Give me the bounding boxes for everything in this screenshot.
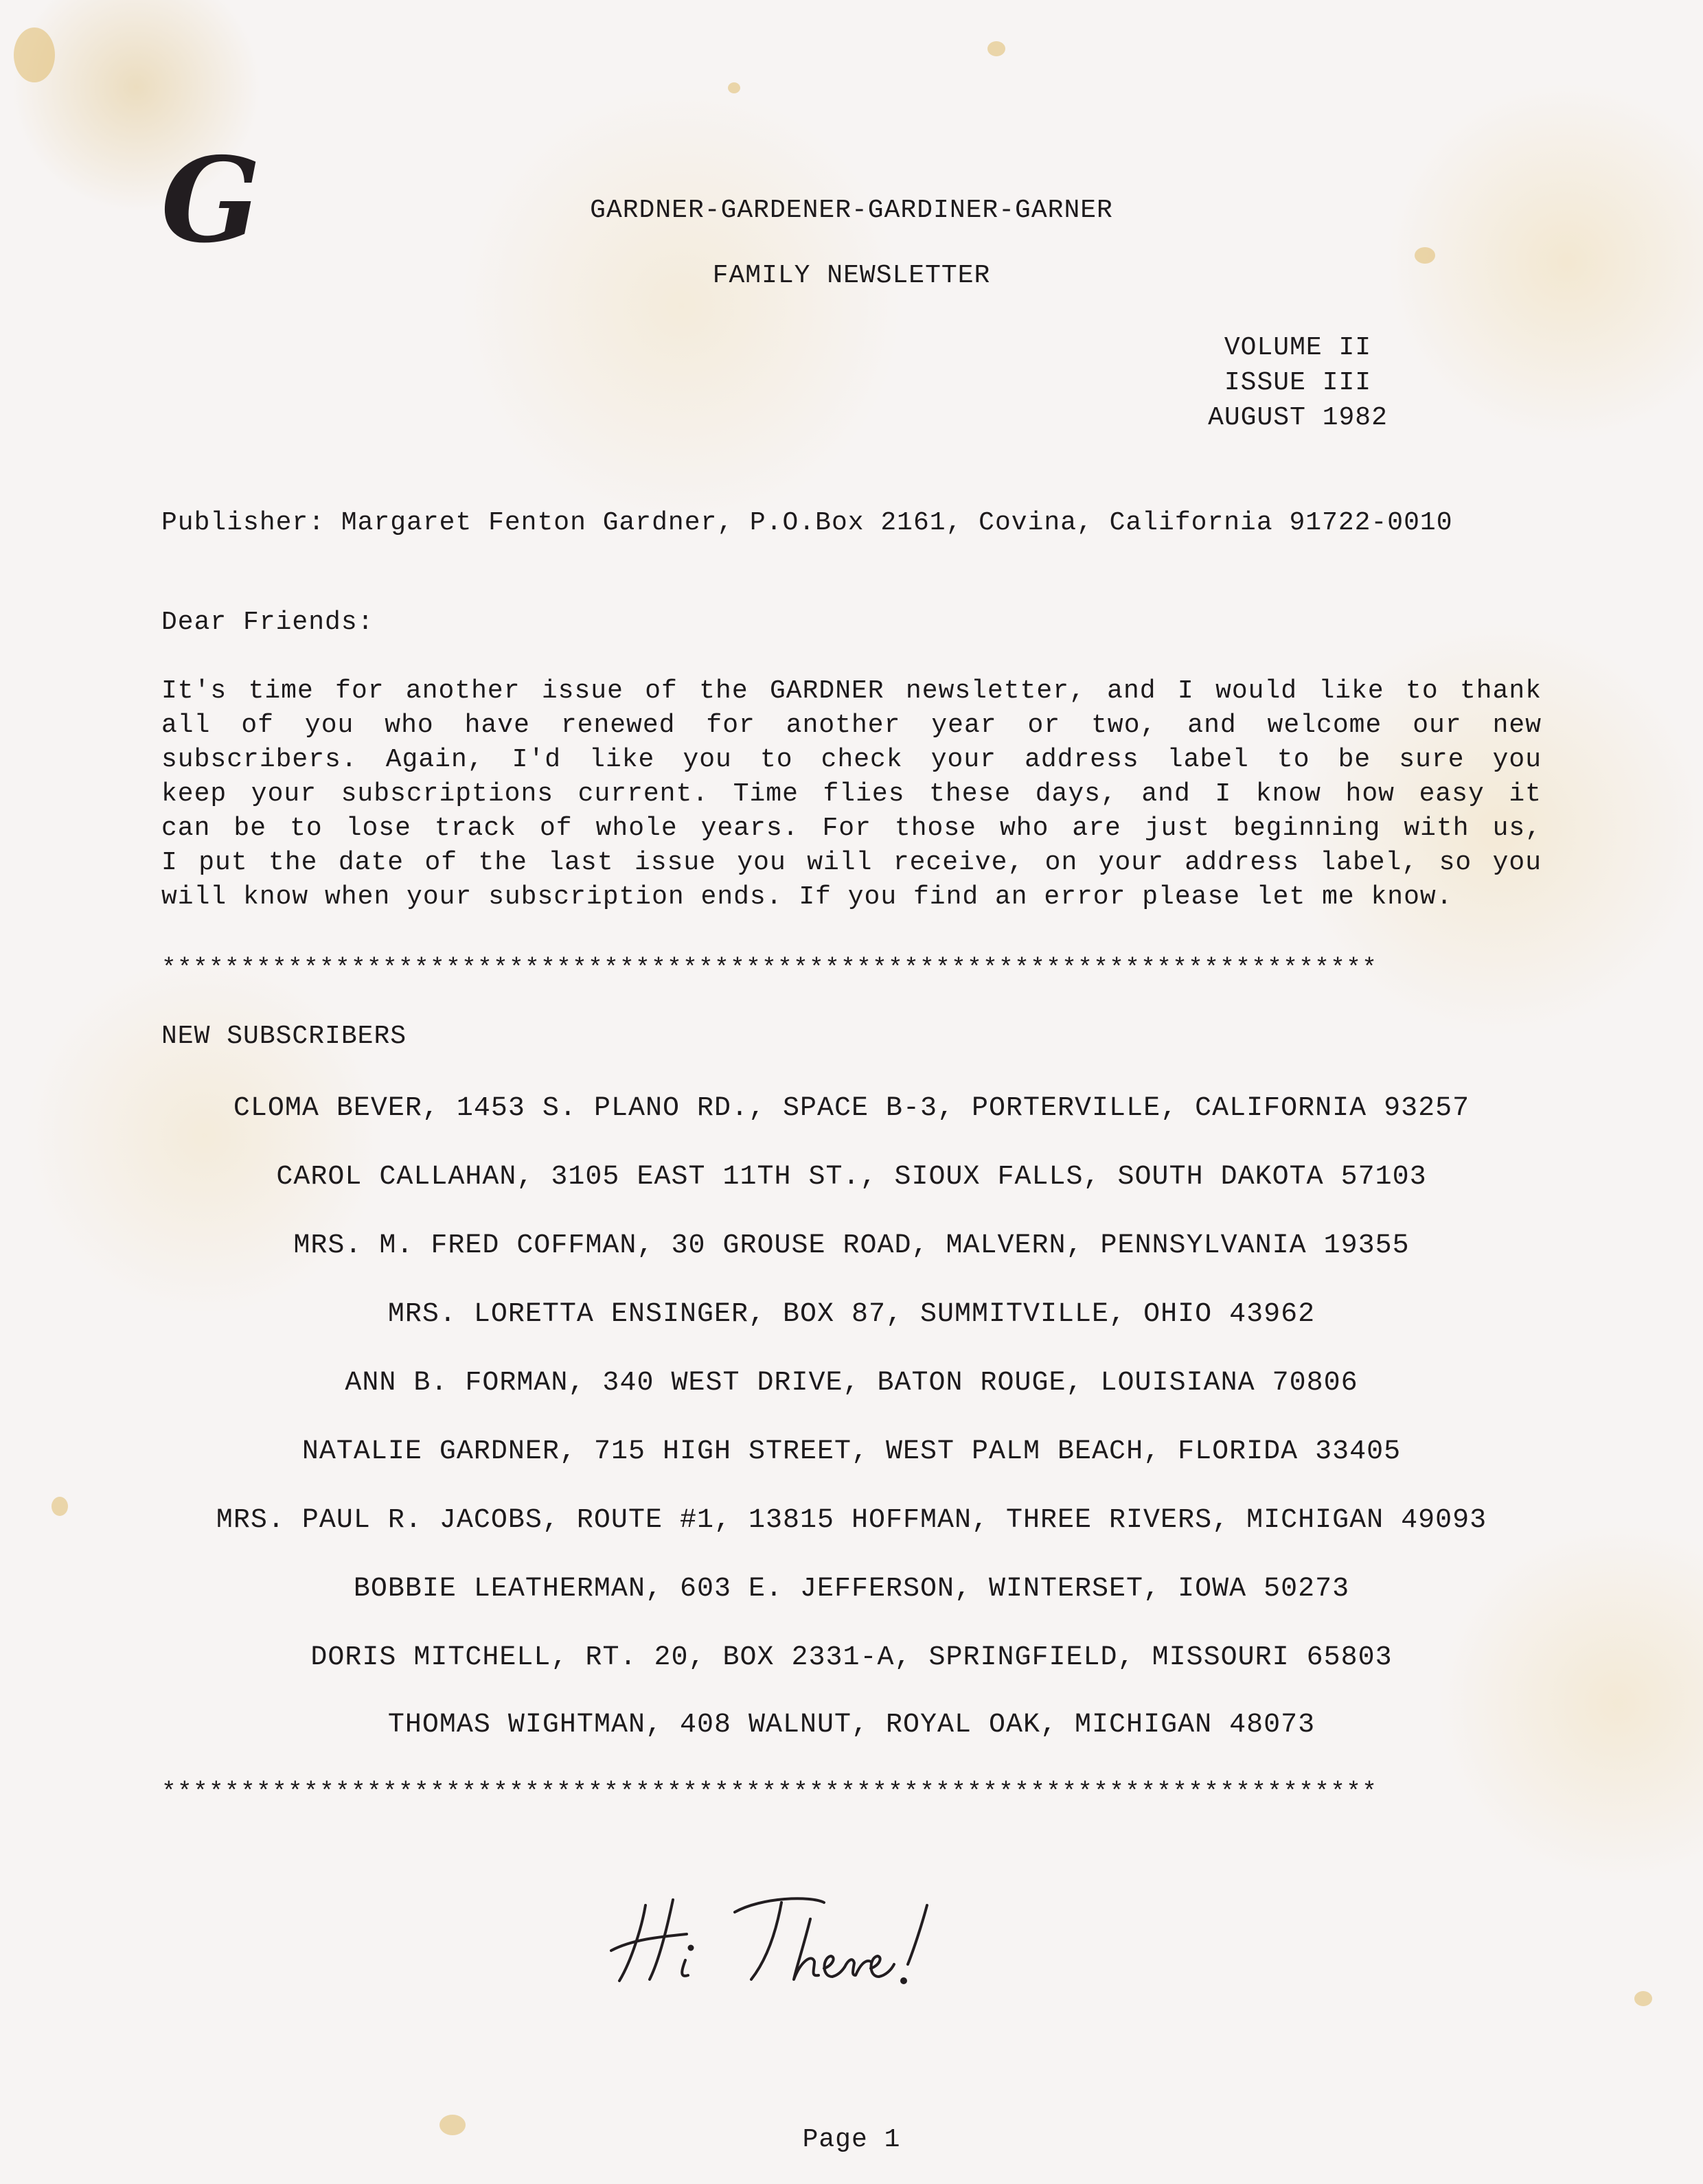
gothic-g-logo: G [161, 132, 261, 269]
subscriber-entry: CAROL CALLAHAN, 3105 EAST 11TH ST., SIOUX FALLS, SOUTH DAKOTA 57103 [276, 1162, 1427, 1193]
paper-stain [14, 27, 55, 82]
body-line: subscribers. Again, I'd like you to check your address label to be sure you [161, 745, 1542, 774]
subscriber-entry: DORIS MITCHELL, RT. 20, BOX 2331-A, SPRINGFIELD, MISSOURI 65803 [310, 1642, 1393, 1673]
subscriber-entry: CLOMA BEVER, 1453 S. PLANO RD., SPACE B-3, PORTERVILLE, CALIFORNIA 93257 [233, 1093, 1470, 1124]
paper-stain [1634, 1991, 1652, 2006]
subscriber-entry: THOMAS WIGHTMAN, 408 WALNUT, ROYAL OAK, MICHIGAN 48073 [387, 1710, 1316, 1740]
body-line: all of you who have renewed for another year or two, and welcome our new [161, 711, 1542, 740]
body-line: can be to lose track of whole years. For those who are just beginning with us, [161, 814, 1542, 843]
letter-body [161, 674, 1542, 915]
salutation: Dear Friends: [161, 608, 374, 637]
issue-label: ISSUE III [1224, 368, 1372, 398]
subscriber-entry: BOBBIE LEATHERMAN, 603 E. JEFFERSON, WINTERSET, IOWA 50273 [353, 1574, 1350, 1605]
body-line: will know when your subscription ends. If you find an error please let me know. [161, 882, 1453, 912]
family-names-title: GARDNER-GARDENER-GARDINER-GARNER [590, 196, 1113, 225]
issue-date: AUGUST 1982 [1208, 403, 1388, 433]
subscriber-entry: MRS. LORETTA ENSINGER, BOX 87, SUMMITVILLE, OHIO 43962 [387, 1299, 1316, 1330]
publisher-line: Publisher: Margaret Fenton Gardner, P.O.Box 2161, Covina, California 91722-0010 [161, 508, 1453, 538]
subscriber-entry: ANN B. FORMAN, 340 WEST DRIVE, BATON ROUGE, LOUISIANA 70806 [345, 1368, 1358, 1399]
newsletter-title: FAMILY NEWSLETTER [712, 261, 991, 290]
new-subscribers-heading: NEW SUBSCRIBERS [161, 1022, 407, 1051]
paper-stain [987, 41, 1005, 56]
asterisk-divider: ***************************************************************************** [161, 954, 1378, 982]
subscriber-entry: MRS. M. FRED COFFMAN, 30 GROUSE ROAD, MALVERN, PENNSYLVANIA 19355 [293, 1230, 1410, 1261]
body-line: I put the date of the last issue you will receive, on your address label, so you [161, 848, 1542, 877]
body-line: It's time for another issue of the GARDNER newsletter, and I would like to thank [161, 676, 1542, 706]
asterisk-divider: ***************************************************************************** [161, 1778, 1378, 1806]
subscriber-entry: NATALIE GARDNER, 715 HIGH STREET, WEST PALM BEACH, FLORIDA 33405 [301, 1436, 1402, 1467]
subscriber-entry: MRS. PAUL R. JACOBS, ROUTE #1, 13815 HOFFMAN, THREE RIVERS, MICHIGAN 49093 [216, 1505, 1487, 1536]
paper-stain [728, 82, 740, 93]
hi-there-signature [604, 1885, 975, 1995]
body-line: keep your subscriptions current. Time flies these days, and I know how easy it [161, 779, 1542, 809]
page-number: Page 1 [802, 2125, 901, 2154]
volume-label: VOLUME II [1224, 333, 1372, 363]
